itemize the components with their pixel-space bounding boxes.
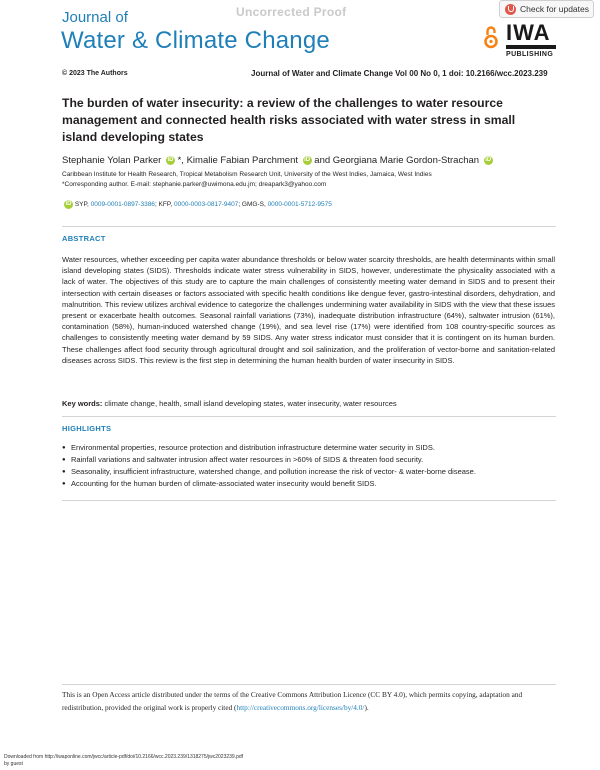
orcid-list [62,200,332,209]
author-name: Kimalie Fabian Parchment [186,155,298,166]
section-divider [62,226,556,227]
download-by: by guest [4,760,23,767]
orcid-link[interactable]: 0000-0001-5712-9575 [267,201,332,209]
keywords-text: climate change, health, small island developing states, water insecurity, water resources [104,399,397,408]
iwa-publishing-logo [506,22,556,58]
author-name: Georgiana Marie Gordon-Strachan [332,155,480,166]
check-for-updates-button[interactable] [499,0,594,18]
citation-line: Journal of Water and Climate Change Vol 00 No 0, 1 doi: 10.2166/wcc.2023.239 [251,69,548,78]
uncorrected-proof-watermark: Uncorrected Proof [236,5,347,19]
orcid-icon[interactable]: iD [304,156,311,163]
article-title: The burden of water insecurity: a review of the challenges to water resource management and connected health risks associated with water stress in small island developing states [62,96,516,144]
highlights-heading: HIGHLIGHTS [62,424,112,433]
highlight-item: ● Accounting for the human burden of climate-associated water insecurity would benefit SIDS. [62,478,556,490]
open-access-icon [484,24,498,50]
orcid-link[interactable]: 0000-0003-0817-9407 [173,201,239,209]
check-updates-icon [505,4,516,15]
orcid-label: ; GMG-S, [238,201,268,209]
download-note: Downloaded from http://iwaponline.com/jwcc/article-pdf/doi/10.2166/wcc.2023.239/1318275/jwc2023239.pdf [4,754,244,760]
iwa-logo-bar [506,45,556,49]
author-name: Stephanie Yolan Parker [62,155,162,166]
section-divider [62,500,556,501]
highlights-list [62,442,556,490]
license-link[interactable]: http://creativecommons.org/licenses/by/4.0/ [236,702,365,712]
affiliation: Caribbean Institute for Health Research, Tropical Metabolism Research Unit, University of the West Indies, Jamaica, West Indies [62,171,432,178]
orcid-icon[interactable]: iD [167,156,174,163]
orcid-link[interactable]: 0009-0001-0897-3386 [90,201,155,209]
orcid-label: SYP, [74,201,91,209]
corresponding-author: *Corresponding author. E-mail: stephanie.parker@uwimona.edu.jm; dreapark3@yahoo.com [62,180,327,188]
footer-divider [62,684,556,685]
license-text: This is an Open Access article distributed under the terms of the Creative Commons Attribution Licence (CC BY 4.0), which permits copying, adaptation and redistribution, provided the original work is properly cited ( [62,690,523,712]
license-notice [62,689,556,714]
affiliation-block [62,170,542,189]
iwa-logo-subtext: PUBLISHING [506,51,554,58]
highlight-item: ● Environmental properties, resource protection and distribution infrastructure determine water security in SIDS. [62,442,556,454]
keywords-label: Key words: [62,399,103,408]
journal-title-line2: Water & Climate Change [61,27,330,54]
iwa-logo-text: IWA [506,20,551,45]
download-footer [4,754,243,767]
orcid-icon[interactable]: iD [485,156,492,163]
journal-title-line1: Journal of [62,9,128,26]
highlight-item: ● Rainfall variations and saltwater intrusion affect water resources in >60% of SIDS & threaten food security. [62,454,556,466]
author-separator: and [314,155,333,166]
highlight-item: ● Seasonality, insufficient infrastructure, watershed change, and pollution increase the risk of vector- & water-borne disease. [62,466,556,478]
keywords [62,399,556,408]
author-separator: *, [177,155,187,166]
orcid-icon: iD [65,201,72,207]
section-divider [62,416,556,417]
abstract-heading: ABSTRACT [62,234,106,243]
orcid-label: ; KFP, [154,201,174,209]
check-updates-label: Check for updates [520,4,589,14]
author-list [62,155,493,166]
abstract-text: Water resources, whether exceeding per capita water abundance thresholds or below water scarcity thresholds, are health determinants within small island developing states (SIDS). Thresholds indicate water stress vulnerability in SIDS, however, underestimate the physicality associated with a lack of water. The objectives of this study are to capture the main challenges of consistently meeting water demand in SIDS and to present their intersection with certain diseases or factors associated with specific health conditions like dengue fever, gastro-intestinal disorders, dehydration, and malnutrition. This review utilizes archival evidence to categorize the challenges undermining water availability in SIDS with the view that these issues present or exacerbate health outcomes. Seasonal rainfall variations (73%), inadequate distribution infrastructure (64%), saltwater intrusion (61%), contamination (58%), human-induced watershed change (19%), and sea level rise (17%) were identified from 108 country-specific sources as challenges to consistently meeting water demand by 59 SIDS. Any water stress indicator must consider that it is contingent on its human burden. These challenges affect food security through agricultural drought and soil salinization, and the proliferation of vector-borne and sanitation-related diseases across SIDS. This review is the first step in determining the human health burden of water insecurity in SIDS. [62,255,555,365]
license-end: ). [364,702,369,712]
copyright-notice: © 2023 The Authors [62,70,128,77]
